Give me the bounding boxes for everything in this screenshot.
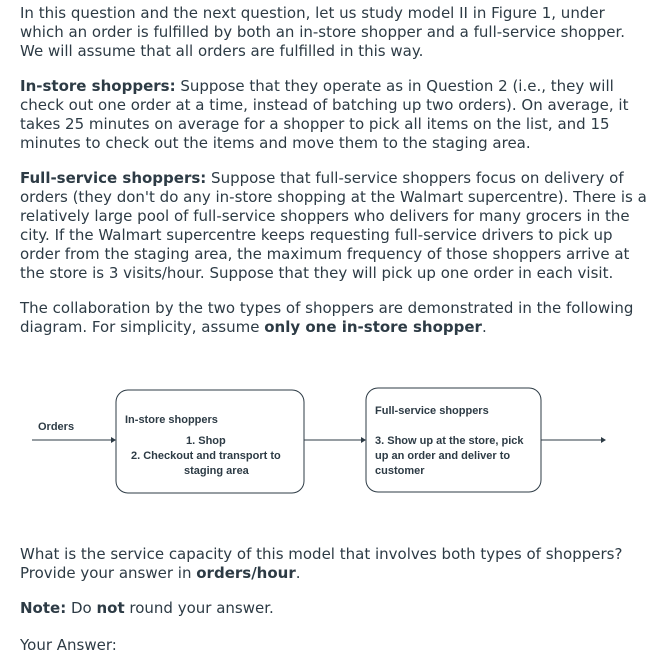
instore-step-1: 1. Shop — [186, 435, 226, 447]
question-text: What is the service capacity of this model that involves both types of shoppers? Provide your answer in — [20, 545, 623, 582]
fullservice-paragraph — [20, 169, 648, 283]
note-mid: Do — [66, 599, 97, 617]
instore-box-title: In-store shoppers — [125, 414, 218, 426]
instore-text: Suppose that they operate as in Question 2 (i.e., they will check out one order at a time, instead of batching up two orders). On average, it takes 25 minutes on average for a shopper to pick all items on the list, and 15 minutes to check out the items and move them to the staging area. — [20, 77, 629, 152]
note-paragraph — [20, 599, 648, 618]
instore-paragraph — [20, 77, 648, 153]
instore-step-2-cont: staging area — [184, 465, 249, 477]
orders-label: Orders — [38, 421, 75, 433]
fullservice-box-title: Full-service shoppers — [375, 405, 489, 417]
instore-step-2: 2. Checkout and transport to — [131, 450, 281, 462]
fullservice-step-3: 3. Show up at the store, pick — [375, 435, 524, 447]
intro-paragraph: In this question and the next question, let us study model II in Figure 1, under which an order is fulfilled by both an in-store shopper and a full-service shopper. We will assume that all orders are fulfilled in this way. — [20, 4, 626, 60]
collab-end: . — [481, 318, 487, 336]
fullservice-step-3-end: customer — [375, 465, 425, 477]
collab-text: The collaboration by the two types of shoppers are demonstrated in the following diagram. For simplicity, assume — [20, 299, 634, 336]
fullservice-step-3-cont: up an order and deliver to — [375, 450, 511, 462]
question-end: . — [295, 564, 301, 582]
note-end: round your answer. — [124, 599, 274, 617]
collab-bold: only one in-store shopper — [264, 318, 482, 336]
workflow-diagram — [20, 378, 660, 508]
your-answer-label: Your Answer: — [20, 636, 117, 654]
orders-arrowhead — [111, 437, 116, 443]
fullservice-text: Suppose that full-service shoppers focus on delivery of orders (they don't do any in-store shopping at the Walmart supercentre). There is a relatively large pool of full-service shoppers who delivers for many grocers in the city. If the Walmart supercentre keeps requesting full-service drivers to pick up order from the staging area, the maximum frequency of those shoppers arrive at the store is 3 visits/hour. Suppose that they will pick up one order in each visit. — [20, 169, 647, 282]
note-label: Note: — [20, 599, 67, 617]
fullservice-label: Full-service shoppers: — [20, 169, 207, 187]
question-bold: orders/hour — [196, 564, 296, 582]
instore-label: In-store shoppers: — [20, 77, 176, 95]
collab-paragraph — [20, 299, 648, 337]
note-bold: not — [96, 599, 125, 617]
delivery-arrowhead — [601, 437, 606, 443]
question-paragraph — [20, 545, 648, 583]
handoff-arrowhead — [361, 437, 366, 443]
